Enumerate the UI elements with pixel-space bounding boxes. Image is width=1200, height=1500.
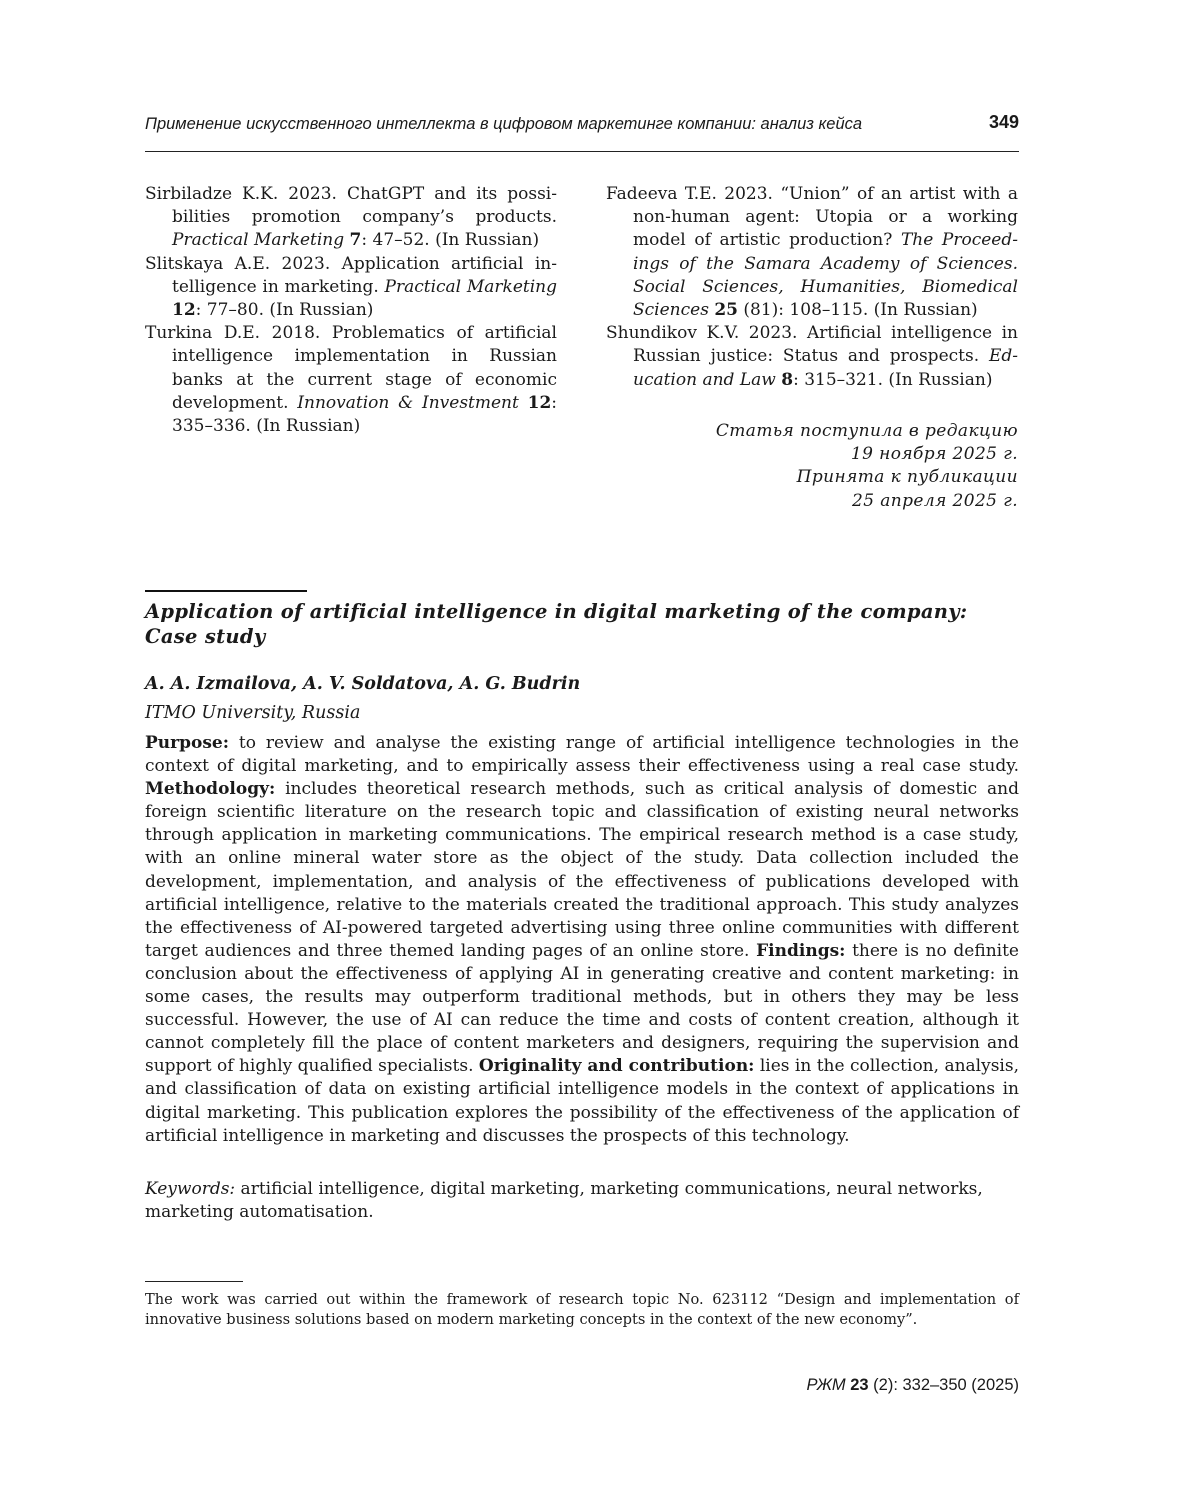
article-affiliation: ITMO University, Russia xyxy=(145,703,361,723)
reference-entry: Fadeeva T.E. 2023. “Union” of an artist with a non-human agent: Utopia or a working model of artistic production? The Proceedings of the Samara Academy of Sciences. Social Sciences, Humanities, Biomedical Sciences 25 (81): 108–115. (In Russian) xyxy=(606,184,1018,321)
methodology-label: Methodology: xyxy=(145,779,276,800)
running-header xyxy=(145,112,1019,140)
references-left-column xyxy=(145,183,557,438)
keywords-label: Keywords: xyxy=(145,1179,236,1199)
article-authors: A. A. Izmailova, A. V. Soldatova, A. G. Budrin xyxy=(145,674,581,694)
section-divider xyxy=(145,590,307,592)
reference-entry: Shundikov K.V. 2023. Artificial intelligence in Russian justice: Status and prospects. Education and Law 8: 315–321. (In Russian) xyxy=(606,323,1018,390)
reference-entry: Sirbiladze K.K. 2023. ChatGPT and its possibilities promotion company’s products. Practical Marketing 7: 47–52. (In Russian) xyxy=(145,184,557,251)
accepted-label: Принята к публикации xyxy=(796,467,1018,488)
footnote: The work was carried out within the framework of research topic No. 623112 “Design and implementation of innovative business solutions based on modern marketing concepts in the context of the new economy”. xyxy=(145,1291,1019,1328)
findings-label: Findings: xyxy=(756,940,846,961)
keywords: Keywords: artificial intelligence, digital marketing, marketing communications, neural networks, marketing automatisation. xyxy=(145,1179,983,1223)
reference-entry: Turkina D.E. 2018. Problematics of artificial intelligence implementation in Russian banks at the current stage of economic development. Innovation & Investment 12: 335–336. (In Russian) xyxy=(145,323,558,437)
page-number: 349 xyxy=(988,112,1019,132)
abstract: Purpose: to review and analyse the existing range of artificial intelligence technologies in the context of digital marketing, and to empirically assess their effectiveness using a real case study. Methodology: includes theoretical research methods, such as critical analysis of domestic and foreign scientific literature on the research topic and classification of existing neural networks through application in marketing communications. The empirical research method is a case study, with an online mineral water store as the object of the study. Data collection included the development, implementation, and analysis of the effectiveness of publications developed with artificial intelligence, relative to the materials created the traditional approach. This study analyzes the effectiveness of AI-powered targeted advertising using three online communities with different target audiences and three themed landing pages of an online store. Findings: there is no definite conclusion about the effectiveness of applying AI in generating creative and content marketing: in some cases, the results may outperform traditional methods, but in others they may be less successful. However, the use of AI can reduce the time and costs of content creation, although it cannot completely fill the place of content marketers and designers, requiring the supervision and support of highly qualified specialists. Originality and contribution: lies in the collection, analysis, and classification of data on existing artificial intelligence models in the context of applications in digital marketing. This publication explores the possibility of the effectiveness of the application of artificial intelligence in marketing and discusses the prospects of this technology. xyxy=(145,733,1019,1146)
received-date: 19 ноября 2025 г. xyxy=(850,444,1018,465)
submission-dates xyxy=(716,420,1018,513)
journal-citation-footer: РЖМ 23 (2): 332–350 (2025) xyxy=(806,1376,1019,1394)
running-header-title: Применение искусственного интеллекта в цифровом маркетинге компании: анализ кейса xyxy=(145,115,863,133)
reference-entry: Slitskaya A.E. 2023. Application artificial intelligence in marketing. Practical Marketing 12: 77–80. (In Russian) xyxy=(145,253,557,321)
originality-label: Originality and contribution: xyxy=(478,1056,755,1077)
header-divider xyxy=(145,151,1019,152)
footnote-divider xyxy=(145,1281,243,1282)
purpose-label: Purpose: xyxy=(145,733,229,753)
article-title: Application of artificial intelligence in digital marketing of the company: Case study xyxy=(145,600,968,648)
accepted-date: 25 апреля 2025 г. xyxy=(851,490,1018,511)
references-right-column xyxy=(606,183,1018,392)
received-label: Статья поступила в редакцию xyxy=(715,421,1018,441)
